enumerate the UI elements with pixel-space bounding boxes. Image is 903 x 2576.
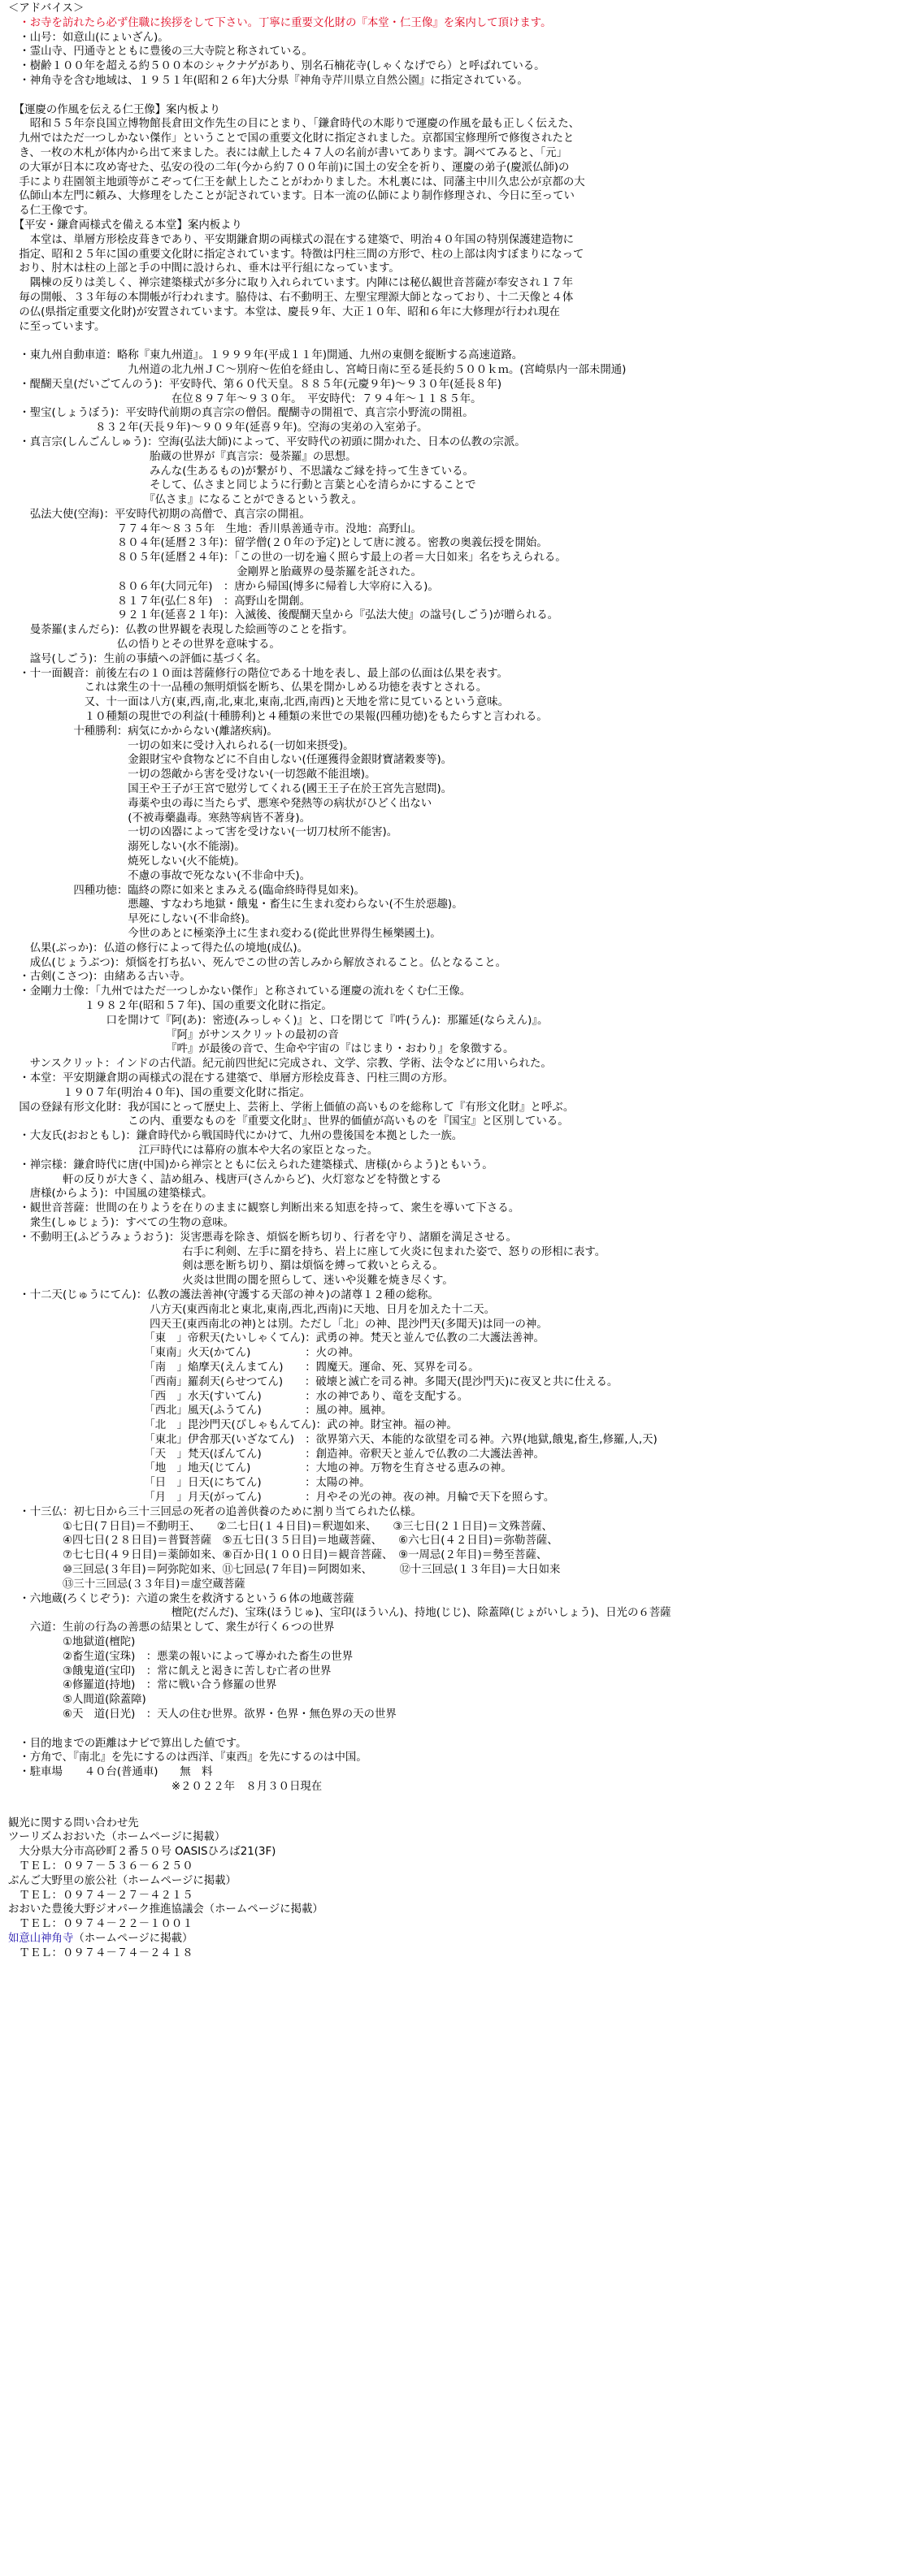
- advice-list: [8, 31, 895, 89]
- glossary-line: ・禅宗様：鎌倉時代に唐(中国)から禅宗とともに伝えられた建築様式、唐様(からよう)ともいう。: [8, 1158, 493, 1171]
- contact-section: [8, 1816, 895, 1961]
- glossary-line: 早死にしない(不非命終)。: [8, 913, 257, 926]
- glossary-line: 仏の悟りとその世界を意味する。: [8, 639, 280, 652]
- glossary-line: ８３２年(天長９年)～９０９年(延喜９年)。空海の実弟の入室弟子。: [8, 422, 428, 435]
- contact-org-bungo-ono: ぶんご大野里の旅公社（ホームページに掲載）: [8, 1874, 237, 1887]
- glossary-line: 「南 」焔摩天(えんまてん) ：閻魔天。運命、死、冥界を司る。: [8, 1361, 480, 1374]
- glossary-line: 「東南」火天(かてん) ：火の神。: [8, 1347, 360, 1360]
- hondo-section-body: [8, 233, 895, 335]
- hondo-body-line: おり、肘木は柱の上部と手の中間に設けられ、垂木は平行組になっています。: [8, 262, 400, 275]
- niou-body-line: 昭和５５年奈良国立博物館長倉田文作先生の目にとまり、「鎌倉時代の木彫りで運慶の作風を最も正しく伝えた、: [8, 118, 580, 131]
- glossary-line: そして、仏さまと同じように行動と言葉と心を清らかにすることで: [8, 479, 476, 492]
- glossary-line: 四種功徳：臨終の際に如来とまみえる(臨命終時得見如来)。: [8, 884, 365, 897]
- glossary-line: ①地獄道(檀陀): [8, 1636, 136, 1649]
- glossary-line: 『吽』が最後の音で、生命や宇宙の『はじまり・おわり』を象徴する。: [8, 1043, 514, 1056]
- glossary-line: 十種勝利：病気にかからない(離諸疾病)。: [8, 725, 278, 738]
- glossary-line: 檀陀(だんだ)、宝珠(ほうじゅ)、宝印(ほういん)、持地(じじ)、除蓋障(じょがいしょう)、日光の６菩薩: [8, 1607, 671, 1620]
- glossary-line: 国王や王子が王宮で慰労してくれる(國王王子在於王宮先言慰問)。: [8, 783, 453, 796]
- glossary-line: ・金剛力士像：「九州ではただ一つしかない傑作」と称されている運慶の流れをくむ仁王像。: [8, 985, 471, 998]
- glossary-list: [8, 349, 895, 1722]
- glossary-line: ・真言宗(しんごんしゅう)：空海(弘法大師)によって、平安時代の初頭に開かれた、日本の仏教の宗派。: [8, 435, 526, 448]
- glossary-line: (不被毒藥蟲毒。寒熱等病皆不著身)。: [8, 812, 310, 825]
- contact-org-tourism-oita-tel: ＴＥＬ：０９７－５３６－６２５０: [8, 1860, 193, 1872]
- glossary-line: ⑦七七日(４９日目)＝薬師如来、⑧百か日(１００日目)＝観音菩薩、 ⑨一周忌(２年目)＝勢至菩薩、: [8, 1549, 548, 1562]
- hondo-body-line: に至っています。: [8, 320, 106, 333]
- glossary-line: 右手に利剣、左手に羂を持ち、岩上に座して火炎に包まれた姿で、怒りの形相に表す。: [8, 1245, 606, 1258]
- directions-line: ・目的地までの距離はナビで算出した値です。: [8, 1737, 247, 1750]
- glossary-line: 『阿』がサンスクリットの最初の音: [8, 1028, 339, 1041]
- hondo-body-line: 指定、昭和２５年に国の重要文化財に指定されています。特徴は円柱三間の方形で、柱の上部は肉すぼまりになって: [8, 248, 584, 261]
- directions-line: ・方角で、『南北』を先にするのは西洋、『東西』を先にするのは中国。: [8, 1751, 367, 1764]
- hondo-body-line: 毎の開帳、３３年毎の本開帳が行われます。脇侍は、右不動明王、左聖宝理源大師となっており、十二天像と４体: [8, 291, 574, 304]
- jinkakuji-link[interactable]: 如意山神角寺: [8, 1932, 74, 1945]
- glossary-line: ②畜生道(宝珠) ：悪業の報いによって導かれた畜生の世界: [8, 1650, 354, 1663]
- hondo-body-line: 本堂は、単層方形桧皮葺きであり、平安期鎌倉期の両様式の混在する建築で、明治４０年国の特別保護建造物に: [8, 233, 575, 246]
- glossary-line: １９８２年(昭和５７年)、国の重要文化財に指定。: [8, 999, 332, 1012]
- glossary-line: ・十二天(じゅうにてん)：仏教の護法善神(守護する天部の神々)の諸尊１２種の総称。: [8, 1288, 439, 1301]
- glossary-line: ９２１年(延喜２１年)：入滅後、後醍醐天皇から『弘法大使』の諡号(しごう)が贈られる。: [8, 609, 559, 622]
- glossary-line: ④四七日(２８日目)＝普賢菩薩 ⑤五七日(３５日目)＝地蔵菩薩、 ⑥六七日(４２日目)＝弥勒菩薩、: [8, 1535, 558, 1548]
- advice-list-item: ・神角寺を含む地域は、１９５１年(昭和２６年)大分県『神角寺芹川県立自然公園』に指定されている。: [8, 74, 528, 87]
- glossary-line: ①七日(７日目)＝不動明王、 ②二七日(１４日目)＝釈迦如来、 ③三七日(２１日目)＝文殊菩薩、: [8, 1520, 553, 1533]
- glossary-line: ・東九州自動車道：略称『東九州道』。１９９９年(平成１１年)開通、九州の東側を縦断する高速道路。: [8, 349, 523, 362]
- advice-list-item: ・山号：如意山(にょいざん)。: [8, 31, 169, 44]
- glossary-line: ・十三仏：初七日から三十三回忌の死者の追善供養のために割り当てられた仏様。: [8, 1505, 422, 1518]
- niou-section-body: [8, 117, 895, 219]
- glossary-line: 四天王(東西南北の神)とは別。ただし「北」の神、毘沙門天(多聞天)は同一の神。: [8, 1318, 548, 1331]
- niou-body-line: 仏師山本左門に頼み、大修理をしたことが記されています。日本一流の仏師により制作修理され、今日に至ってい: [8, 190, 575, 203]
- glossary-line: この内、重要なものを『重要文化財』、世界的価値が高いものを『国宝』と区別している。: [8, 1115, 569, 1128]
- glossary-line: ④修羅道(持地) ：常に戦い合う修羅の世界: [8, 1679, 277, 1692]
- glossary-line: ⑩三回忌(３年目)＝阿弥陀如来、⑪七回忌(７年目)＝阿閦如来、 ⑫十三回忌(１３年目)＝大日如来: [8, 1564, 561, 1577]
- glossary-line: ・観世音菩薩：世間の在りようを在りのままに観察し判断出来る知恵を持って、衆生を導いて下さる。: [8, 1202, 520, 1215]
- glossary-line: 悪趣、すなわち地獄・餓鬼・畜生に生まれ変わらない(不生於惡趣)。: [8, 898, 463, 911]
- glossary-line: 『仏さま』になることができるという教え。: [8, 494, 363, 507]
- glossary-line: 曼荼羅(まんだら)：仏教の世界観を表現した絵画等のことを指す。: [8, 624, 354, 637]
- jinkakuji-link-suffix: （ホームページに掲載）: [73, 1932, 193, 1945]
- directions-list: [8, 1737, 895, 1795]
- glossary-line: 九州道の北九州ＪＣ～別府～佐伯を経由し、宮崎日南に至る延長約５００ｋｍ。(宮崎県内一部未開通): [8, 363, 627, 376]
- glossary-line: ・本堂：平安期鎌倉期の両様式の混在する建築で、単層方形桧皮葺き、円柱三間の方形。: [8, 1072, 454, 1085]
- glossary-line: 焼死しない(火不能焼)。: [8, 855, 245, 868]
- glossary-line: 剣は悪を断ち切り、羂は煩悩を縛って救いとらえる。: [8, 1260, 444, 1273]
- glossary-line: ・不動明王(ふどうみょうおう)：災害悪毒を除き、煩悩を断ち切り、行者を守り、諸願を満足させる。: [8, 1231, 517, 1244]
- glossary-line: 口を開けて『阿(あ)：密迹(みっしゃく)』と、口を閉じて『吽(うん)：那羅延(ならえん)』。: [8, 1014, 549, 1027]
- glossary-line: 軒の反りが大きく、詰め組み、桟唐戸(さんからど)、火灯窓などを特徴とする: [8, 1173, 442, 1186]
- hondo-section-title: 【平安・鎌倉両様式を備える本堂】案内板より: [8, 219, 242, 232]
- glossary-line: 火炎は世間の闇を照らして、迷いや災難を焼き尽くす。: [8, 1275, 454, 1288]
- glossary-line: 「西北」風天(ふうてん) ：風の神。風神。: [8, 1405, 393, 1418]
- glossary-line: １０種類の現世での利益(十種勝利)と４種類の来世での果報(四種功徳)をもたらすと言われる。: [8, 711, 548, 724]
- glossary-line: 金銀財宝や食物などに不自由しない(任運獲得金銀財寶諸穀麥等)。: [8, 754, 453, 767]
- niou-body-line: き、一枚の木札が体内から出て来ました。表には献上した４７人の名前が書いてあります。調べてみると、「元」: [8, 146, 568, 159]
- glossary-line: ８０４年(延暦２３年)：留学僧(２０年の予定)として唐に渡る。密教の奥義伝授を開始。: [8, 537, 548, 550]
- contact-org-tourism-oita: ツーリズムおおいた（ホームページに掲載）: [8, 1831, 226, 1844]
- advice-heading: ＜アドバイス＞: [8, 2, 85, 15]
- advice-list-item: ・樹齢１００年を超える約５００本のシャクナゲがあり、別名石楠花寺(しゃくなげでら）と呼ばれている。: [8, 60, 545, 73]
- glossary-line: 「東 」帝釈天(たいしゃくてん)：武勇の神。梵天と並んで仏教の二大護法善神。: [8, 1332, 545, 1345]
- niou-body-line: る仁王像です。: [8, 205, 95, 218]
- hondo-body-line: 隅棟の反りは美しく、禅宗建築様式が多分に取り入れられています。内陣には秘仏観世音菩薩が奉安され１７年: [8, 277, 573, 290]
- glossary-line: みんな(生あるもの)が繋がり、不思議なご縁を持って生きている。: [8, 465, 474, 478]
- glossary-line: 「月 」月天(がってん) ：月やその光の神。夜の神。月輪で天下を照らす。: [8, 1491, 555, 1504]
- glossary-line: 六道：生前の行為の善悪の結果として、衆生が行く６つの世界: [8, 1621, 335, 1634]
- glossary-line: 「西南」羅刹天(らせつてん) ：破壊と滅亡を司る神。多聞天(毘沙門天)に夜叉と共に仕える。: [8, 1375, 619, 1388]
- glossary-line: 金剛界と胎蔵界の曼荼羅を託された。: [8, 566, 422, 579]
- glossary-line: 不慮の事故で死なない(不非命中夭)。: [8, 869, 310, 882]
- glossary-line: 一切の如来に受け入れられる(一切如来摂受)。: [8, 739, 354, 752]
- glossary-line: ⑤人間道(除蓋障): [8, 1694, 146, 1707]
- advice-notice-line: ・お寺を訪れたら必ず住職に挨拶をして下さい。丁寧に重要文化財の『本堂・仁王像』を案内して頂けます。: [8, 16, 552, 29]
- glossary-line: 国の登録有形文化財：我が国にとって歴史上、芸術上、学術上価値の高いものを総称して『有形文化財』と呼ぶ。: [8, 1101, 575, 1114]
- glossary-line: 一切の凶器によって害を受けない(一切刀杖所不能害)。: [8, 826, 398, 839]
- glossary-line: ８０５年(延暦２４年)：「この世の一切を遍く照らす最上の者＝大日如来」名をちえられる。: [8, 552, 567, 565]
- contact-org-geopark: おおいた豊後大野ジオパーク推進協議会（ホームページに掲載）: [8, 1903, 323, 1916]
- glossary-line: ・聖宝(しょうぼう)：平安時代前期の真言宗の僧侶。醍醐寺の開祖で、真言宗小野流の開祖。: [8, 407, 474, 420]
- niou-body-line: 九州ではただ一つしかない傑作」ということで国の重要文化財に指定されました。京都国宝修理所で修復されたと: [8, 132, 575, 145]
- glossary-line: ７７４年～８３５年 生地：香川県善通寺市。没地：高野山。: [8, 522, 422, 535]
- glossary-line: 成仏(じょうぶつ)：煩悩を打ち払い、死んでこの世の苦しみから解放されること。仏となること。: [8, 956, 507, 969]
- glossary-line: ③餓鬼道(宝印) ：常に飢えと渇きに苦しむ亡者の世界: [8, 1665, 332, 1678]
- directions-line: ※２０２２年 ８月３０日現在: [8, 1781, 323, 1794]
- glossary-line: 「地 」地天(じてん) ：大地の神。万物を生育させる恵みの神。: [8, 1462, 512, 1475]
- glossary-line: 衆生(しゅじょう)：すべての生物の意味。: [8, 1216, 234, 1229]
- glossary-line: 弘法大使(空海)：平安時代初期の高僧で、真言宗の開祖。: [8, 508, 310, 521]
- contact-org-tourism-oita-address: 大分県大分市高砂町２番５０号 OASISひろば21(3F): [8, 1846, 276, 1859]
- glossary-line: 胎蔵の世界が『真言宗：曼荼羅』の思想。: [8, 450, 357, 463]
- niou-section-title: 【運慶の作風を伝える仁王像】案内板より: [8, 103, 221, 116]
- glossary-line: ８０６年(大同元年) ：唐から帰国(博多に帰着し大宰府に入る)。: [8, 580, 439, 593]
- glossary-line: 今世のあとに極楽浄土に生まれ変わる(從此世界得生極樂國土)。: [8, 928, 441, 940]
- glossary-line: 仏果(ぶっか)：仏道の修行によって得た仏の境地(成仏)。: [8, 942, 309, 955]
- glossary-line: 唐様(からよう)：中国風の建築様式。: [8, 1188, 213, 1201]
- glossary-line: 一切の怨敵から害を受けない(一切怨敵不能沮壊)。: [8, 768, 376, 781]
- niou-body-line: 手により荘園領主地頭等がこぞって仁王を献上したことがわかりました。木札裏には、同藩主中川久忠公が京都の大: [8, 175, 585, 188]
- glossary-line: １９０７年(明治４０年)、国の重要文化財に指定。: [8, 1086, 310, 1099]
- glossary-line: ・醍醐天皇(だいごてんのう)：平安時代、第６０代天皇。８８５年(元慶９年)～９３０年(延長８年): [8, 378, 502, 391]
- advice-list-item: ・霊山寺、円通寺とともに豊後の三大寺院と称されている。: [8, 45, 313, 58]
- glossary-line: 「日 」日天(にちてん) ：太陽の神。: [8, 1477, 371, 1490]
- glossary-line: 江戸時代には幕府の旗本や大名の家臣となった。: [8, 1144, 379, 1157]
- glossary-line: 毒薬や虫の毒に当たらず、悪寒や発熱等の病状がひどく出ない: [8, 797, 432, 810]
- glossary-line: ⑥天 道(日光) ：天人の住む世界。欲界・色界・無色界の天の世界: [8, 1708, 397, 1721]
- glossary-line: ・六地蔵(ろくじぞう)：六道の衆生を救済するという６体の地蔵菩薩: [8, 1592, 354, 1605]
- directions-line: ・駐車場 ４０台(普通車) 無 料: [8, 1766, 213, 1779]
- glossary-line: 八方天(東西南北と東北,東南,西北,西南)に天地、日月を加えた十二天。: [8, 1303, 496, 1316]
- contact-org-bungo-ono-tel: ＴＥＬ：０９７４－２７－４２１５: [8, 1889, 193, 1902]
- glossary-line: ・十一面観音：前後左右の１０面は菩薩修行の階位である十地を表し、最上部の仏面は仏果を表す。: [8, 667, 508, 680]
- contact-org-geopark-tel: ＴＥＬ：０９７４－２２－１００１: [8, 1918, 193, 1931]
- glossary-line: サンスクリット：インドの古代語。紀元前四世紀に完成され、文学、宗教、学術、法令などに用いられた。: [8, 1058, 552, 1071]
- advice-notice: [8, 16, 895, 31]
- glossary-line: これは衆生の十一品種の無明煩悩を断ち、仏果を開かしめる功徳を表すとされる。: [8, 682, 488, 695]
- contact-org-jinkakuji-tel: ＴＥＬ：０９７４－７４－２４１８: [8, 1946, 193, 1959]
- glossary-line: 「東北」伊舎那天(いざなてん) ：欲界第六天、本能的な欲望を司る神。六界(地獄,餓鬼,畜生,修羅,人,天): [8, 1433, 658, 1446]
- glossary-line: 「西 」水天(すいてん) ：水の神であり、竜を支配する。: [8, 1390, 469, 1403]
- glossary-line: 又、十一面は八方(東,西,南,北,東北,東南,北西,南西)と天地を常に見ているという意味。: [8, 696, 510, 709]
- glossary-line: ⑬三十三回忌(３３年目)＝虚空蔵菩薩: [8, 1578, 245, 1591]
- glossary-line: 「北 」毘沙門天(びしゃもんてん)：武の神。財宝神。福の神。: [8, 1419, 458, 1432]
- glossary-line: 諡号(しごう)：生前の事績への評価に基づく名。: [8, 652, 267, 665]
- glossary-line: 在位８９７年～９３０年。 平安時代：７９４年～１１８５年。: [8, 392, 482, 405]
- glossary-line: 「天 」梵天(ぼんてん) ：創造神。帝釈天と並んで仏教の二大護法善神。: [8, 1448, 545, 1461]
- hondo-body-line: の仏(県指定重要文化財)が安置されています。本堂は、慶長９年、大正１０年、昭和６年に大修理が行われ現在: [8, 305, 560, 318]
- contact-org-jinkakuji: [8, 1932, 895, 1946]
- glossary-line: 溺死しない(水不能溺)。: [8, 841, 245, 854]
- contact-title: 観光に関する問い合わせ先: [8, 1816, 139, 1829]
- niou-body-line: の大軍が日本に攻め寄せた、弘安の役の二年(今から約７００年前)に国土の安全を祈り、運慶の弟子(慶派仏師)の: [8, 161, 570, 174]
- glossary-line: ・古剣(こさつ)：由緒ある古い寺。: [8, 971, 191, 984]
- glossary-line: ・大友氏(おおともし)：鎌倉時代から戦国時代にかけて、九州の豊後国を本拠とした一族。: [8, 1130, 463, 1143]
- glossary-line: ８１７年(弘仁８年) ：高野山を開創。: [8, 595, 310, 608]
